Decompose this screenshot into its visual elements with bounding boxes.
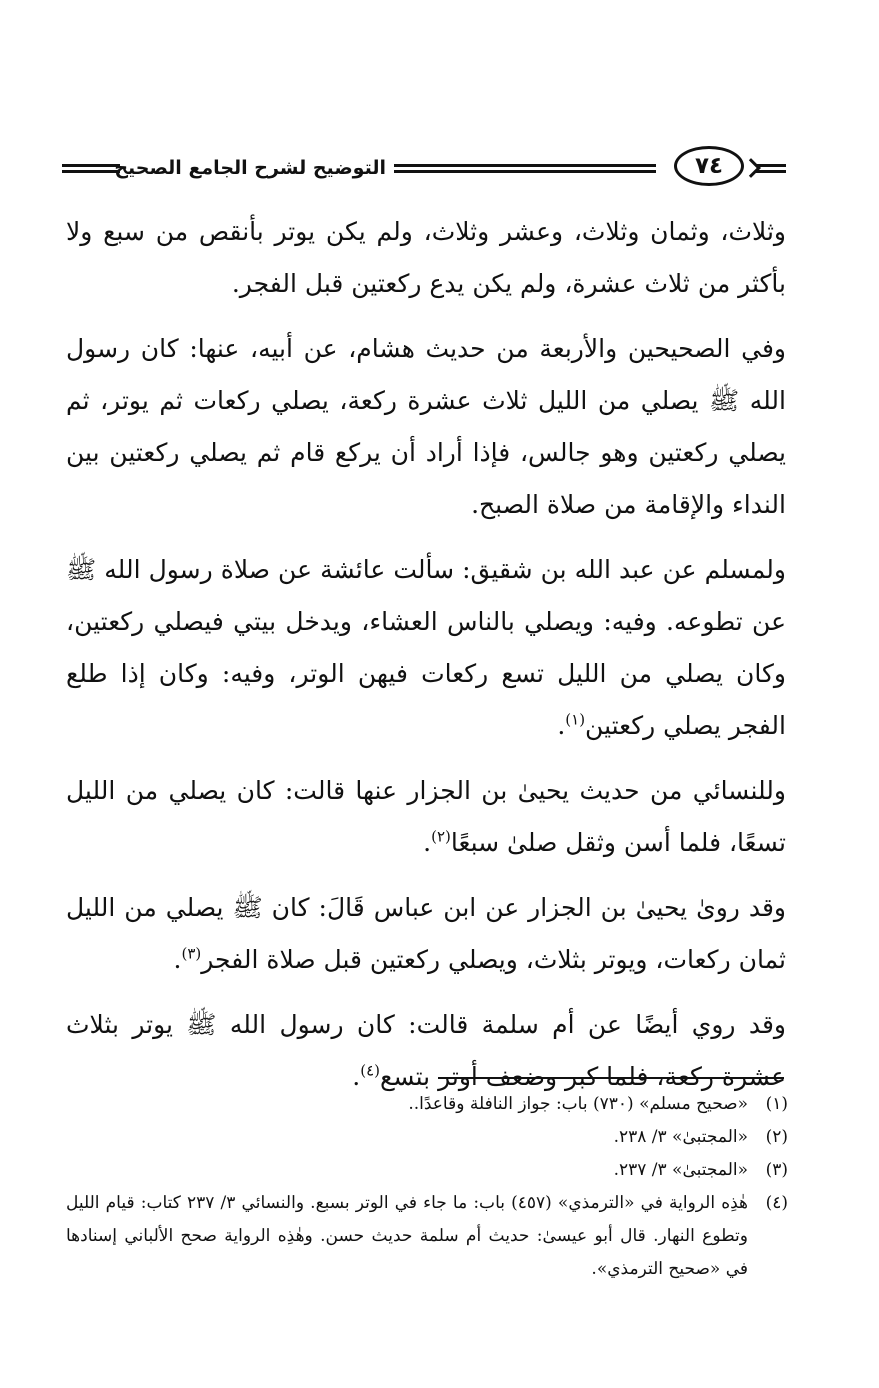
footnote-number: (٣) [765, 1160, 788, 1180]
running-title: التوضيح لشرح الجامع الصحيح [114, 157, 386, 179]
paragraph: وفي الصحيحين والأربعة من حديث هشام، عن أبيه، عنها: كان رسول الله ﷺ يصلي من الليل ثلاث عشرة ركعة، يصلي ركعات ثم يوتر، ثم يصلي ركعتين وهو جالس، فإذا أراد أن يركع قام ثم يصلي ركعتين بين النداء والإقامة من صلاة الصبح. [66, 334, 786, 519]
footnote-text: «المجتبىٰ» ٣/ ٢٣٧. [613, 1160, 748, 1180]
paragraph: وثلاث، وثمان وثلاث، وعشر وثلاث، ولم يكن يوتر بأنقص من سبع ولا بأكثر من ثلاث عشرة، ولم يكن يدع ركعتين قبل الفجر. [66, 217, 786, 298]
paragraph: ولمسلم عن عبد الله بن شقيق: سألت عائشة عن صلاة رسول الله ﷺ عن تطوعه. وفيه: ويصلي بالناس العشاء، ويدخل بيتي فيصلي ركعتين، وكان يصلي من الليل تسع ركعات فيهن الوتر، وفيه: وكان إذا طلع الفجر يصلي ركعتين$^{(١)}$. [66, 555, 786, 740]
footnote-text: «صحيح مسلم» (٧٣٠) باب: جواز النافلة وقاعدًا.. [408, 1094, 748, 1114]
footnote [66, 1121, 788, 1154]
footnote-number: (٤) [765, 1193, 788, 1213]
page-header [58, 143, 786, 195]
footnote-marker: (٣) [181, 944, 202, 963]
footnote-text: «المجتبىٰ» ٣/ ٢٣٨. [613, 1127, 748, 1147]
paragraph: وللنسائي من حديث يحيىٰ بن الجزار عنها قالت: كان يصلي من الليل تسعًا، فلما أسن وثقل صلىٰ سبعًا$^{(٢)}$. [66, 776, 786, 857]
footnote-marker: (٤) [360, 1061, 381, 1080]
footnote-number: (٢) [765, 1127, 788, 1147]
footnote-text: هٰذِه الرواية في «الترمذي» (٤٥٧) باب: ما جاء في الوتر بسبع. والنسائي ٣/ ٢٣٧ كتاب: قيام الليل وتطوع النهار. قال أبو عيسىٰ: حديث أم سلمة حديث حسن. وهٰذِه الرواية صحح الألباني إسنادها في «صحيح الترمذي». [66, 1193, 748, 1279]
footnote [66, 1187, 788, 1286]
paragraph: وقد روي أيضًا عن أم سلمة قالت: كان رسول الله ﷺ يوتر بثلاث عشرة ركعة، فلما كبر وضعف أوتر بتسع$^{(٤)}$. [66, 1010, 786, 1091]
main-text [66, 206, 786, 1116]
footnote-separator [438, 1077, 784, 1079]
paragraph: وقد روىٰ يحيىٰ بن الجزار عن ابن عباس قَالَ: كان ﷺ يصلي من الليل ثمان ركعات، ويوتر بثلاث، ويصلي ركعتين قبل صلاة الفجر$^{(٣)}$. [66, 893, 786, 974]
footnotes [66, 1088, 788, 1286]
footnote [66, 1154, 788, 1187]
footnote [66, 1088, 788, 1121]
footnote-marker: (٢) [431, 827, 451, 846]
header-rule-left [62, 164, 120, 173]
page-number: ٧٤ [674, 146, 744, 186]
footnote-number: (١) [765, 1094, 788, 1114]
header-rule-right [756, 164, 786, 173]
header-rule-middle [394, 164, 656, 173]
footnote-marker: (١) [565, 710, 586, 729]
